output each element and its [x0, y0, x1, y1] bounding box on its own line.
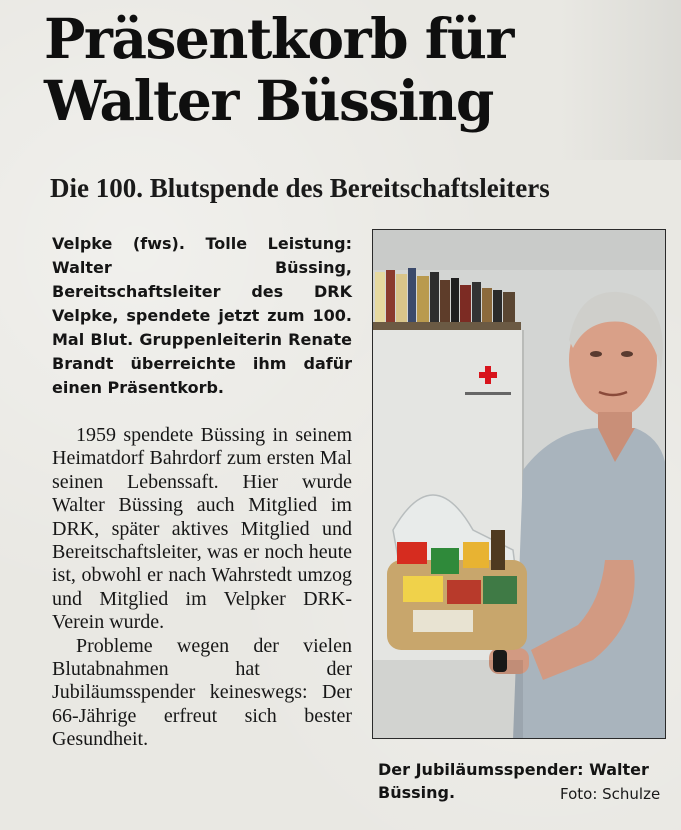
article-body [52, 424, 352, 752]
book [408, 268, 416, 322]
basket-item-green [431, 548, 459, 574]
body-paragraph-1: 1959 spendete Büssing in seinem Heimatdorf Bahrdorf zum ersten Mal seinen Lebenssaft. Hier wurde Walter Büssing auch Mitglied im DRK, später aktives Mitglied und Bereitschaftsleiter, was er noch heute ist, obwohl er nach Wahrstedt umzog und Mitglied im Velpker DRK-Verein wurde. [52, 424, 352, 634]
basket-item-box [483, 576, 517, 604]
basket-bottle [491, 530, 505, 570]
book [482, 288, 492, 322]
headline [44, 8, 604, 132]
bookshelf-board [373, 322, 521, 330]
body-paragraph-2: Probleme wegen der vielen Blutabnahmen hat der Jubiläumsspender keineswegs: Der 66-Jährige erfreut sich bester Gesundheit. [52, 634, 352, 751]
book [386, 270, 395, 322]
photo-caption: Der Jubiläumsspender: Walter Büssing. [378, 760, 649, 802]
photo-credit: Foto: Schulze [560, 785, 661, 803]
book [460, 285, 471, 322]
book [472, 282, 481, 322]
basket-item-packet [413, 610, 473, 632]
eye [590, 351, 602, 357]
book [396, 274, 407, 322]
lead-paragraph: Velpke (fws). Tolle Leistung: Walter Büssing, Bereitschaftsleiter des DRK Velpke, spendete jetzt zum 100. Mal Blut. Gruppenleiterin Renate Brandt überreichte ihm dafür einen Präsentkorb. [52, 234, 352, 397]
basket-item-box [447, 580, 481, 604]
shirt [513, 428, 666, 739]
book [375, 272, 385, 322]
book [417, 276, 429, 322]
book [440, 280, 450, 322]
headline-line-1: Präsentkorb für [44, 6, 513, 71]
book [493, 290, 502, 322]
subheadline: Die 100. Blutspende des Bereitschaftsleiters [50, 173, 550, 203]
photo-illustration [373, 230, 666, 739]
drk-label-text [465, 392, 511, 395]
book [451, 278, 459, 322]
eye [621, 351, 633, 357]
photo-ceiling-shadow [373, 230, 666, 270]
article-photo [372, 229, 666, 739]
basket-item-box [403, 576, 443, 602]
basket-item-yellow [463, 542, 489, 568]
book [430, 272, 439, 322]
book [503, 292, 515, 322]
headline-line-2: Walter Büssing [44, 68, 493, 133]
basket-item-red [397, 542, 427, 564]
photo-lower-shadow [373, 660, 523, 739]
